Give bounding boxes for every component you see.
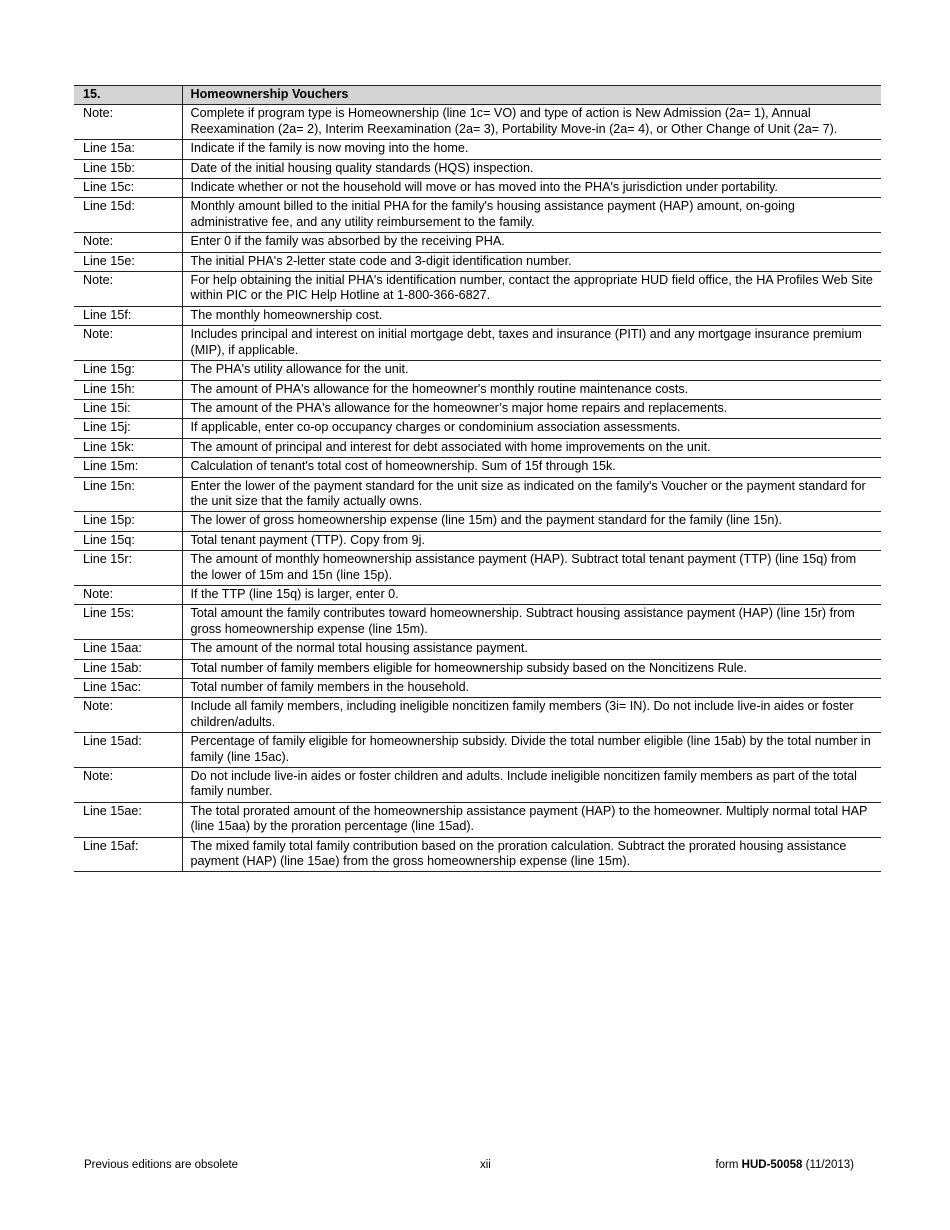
table-body (74, 86, 881, 872)
row-description: The initial PHA's 2-letter state code and 3-digit identification number. (182, 252, 881, 271)
table-row (74, 605, 881, 640)
footer-obsolete-note: Previous editions are obsolete (84, 1159, 239, 1171)
row-label: Note: (74, 585, 182, 604)
table-row (74, 585, 881, 604)
row-description: If applicable, enter co-op occupancy charges or condominium association assessments. (182, 419, 881, 438)
table-row (74, 768, 881, 803)
row-label: Line 15h: (74, 380, 182, 399)
table-row (74, 272, 881, 307)
table-row (74, 419, 881, 438)
row-label: Line 15r: (74, 551, 182, 586)
footer-page-number: xii (480, 1159, 491, 1171)
row-description: Total number of family members in the household. (182, 679, 881, 698)
row-label: Line 15p: (74, 512, 182, 531)
table-row (74, 306, 881, 325)
section-header-row (74, 86, 881, 105)
table-row (74, 640, 881, 659)
table-row (74, 233, 881, 252)
row-label: Note: (74, 698, 182, 733)
section-number: 15. (74, 86, 182, 105)
row-label: Line 15a: (74, 140, 182, 159)
row-label: Line 15q: (74, 531, 182, 550)
row-label: Line 15f: (74, 306, 182, 325)
row-description: Date of the initial housing quality standards (HQS) inspection. (182, 159, 881, 178)
row-description: Total amount the family contributes toward homeownership. Subtract housing assistance payment (HAP) (line 15r) from gross homeownership expense (line 15m). (182, 605, 881, 640)
row-label: Line 15j: (74, 419, 182, 438)
table-row (74, 802, 881, 837)
table-row (74, 531, 881, 550)
row-label: Line 15ab: (74, 659, 182, 678)
row-description: Include all family members, including ineligible noncitizen family members (3i= IN). Do not include live-in aides or foster children/adults. (182, 698, 881, 733)
row-description: Do not include live-in aides or foster children and adults. Include ineligible noncitizen family members as part of the total family number. (182, 768, 881, 803)
table-row (74, 159, 881, 178)
table-row (74, 551, 881, 586)
row-label: Line 15aa: (74, 640, 182, 659)
row-label: Note: (74, 272, 182, 307)
row-label: Line 15g: (74, 361, 182, 380)
row-label: Note: (74, 233, 182, 252)
row-label: Line 15m: (74, 458, 182, 477)
row-description: Indicate if the family is now moving into the home. (182, 140, 881, 159)
section-title: Homeownership Vouchers (182, 86, 881, 105)
row-description: Includes principal and interest on initial mortgage debt, taxes and insurance (PITI) and any mortgage insurance premium (MIP), if applicable. (182, 326, 881, 361)
row-description: The amount of the PHA's allowance for the homeowner’s major home repairs and replacements. (182, 399, 881, 418)
row-description: The amount of monthly homeownership assistance payment (HAP). Subtract total tenant payment (TTP) (line 15q) from the lower of 15m and 15n (line 15p). (182, 551, 881, 586)
table-row (74, 140, 881, 159)
row-label: Line 15d: (74, 198, 182, 233)
footer-form-date: (11/2013) (805, 1159, 854, 1171)
table-row (74, 679, 881, 698)
row-description: Total tenant payment (TTP). Copy from 9j. (182, 531, 881, 550)
row-label: Line 15k: (74, 438, 182, 457)
row-description: The amount of the normal total housing assistance payment. (182, 640, 881, 659)
footer-form-number: HUD-50058 (741, 1159, 803, 1171)
row-description: Indicate whether or not the household will move or has moved into the PHA's jurisdiction under portability. (182, 179, 881, 198)
table-row (74, 399, 881, 418)
row-description: The monthly homeownership cost. (182, 306, 881, 325)
table-row (74, 512, 881, 531)
row-description: The total prorated amount of the homeownership assistance payment (HAP) to the homeowner. Multiply normal total HAP (line 15aa) by the proration percentage (line 15ad). (182, 802, 881, 837)
row-label: Line 15ad: (74, 733, 182, 768)
table-row (74, 477, 881, 512)
row-description: The mixed family total family contribution based on the proration calculation. Subtract the prorated housing assistance payment (HAP) (line 15ae) from the gross homeownership expense (line 15m). (182, 837, 881, 872)
row-description: The amount of PHA's allowance for the homeowner's monthly routine maintenance costs. (182, 380, 881, 399)
row-description: Percentage of family eligible for homeownership subsidy. Divide the total number eligible (line 15ab) by the total number in family (line 15ac). (182, 733, 881, 768)
table-row (74, 105, 881, 140)
row-description: The amount of principal and interest for debt associated with home improvements on the unit. (182, 438, 881, 457)
row-description: The PHA's utility allowance for the unit. (182, 361, 881, 380)
row-description: The lower of gross homeownership expense (line 15m) and the payment standard for the family (line 15n). (182, 512, 881, 531)
row-description: Complete if program type is Homeownership (line 1c= VO) and type of action is New Admission (2a= 1), Annual Reexamination (2a= 2), Interim Reexamination (2a= 3), Portability Move-in (2a= 4), or Other Change of Unit (2a= 7). (182, 105, 881, 140)
footer-form-id (715, 1159, 854, 1171)
row-label: Line 15e: (74, 252, 182, 271)
row-description: For help obtaining the initial PHA's identification number, contact the appropriate HUD field office, the HA Profiles Web Site within PIC or the PIC Help Hotline at 1-800-366-6827. (182, 272, 881, 307)
table-row (74, 458, 881, 477)
row-label: Line 15ae: (74, 802, 182, 837)
row-label: Line 15ac: (74, 679, 182, 698)
table-row (74, 698, 881, 733)
row-label: Line 15c: (74, 179, 182, 198)
row-label: Note: (74, 768, 182, 803)
row-description: Calculation of tenant's total cost of homeownership. Sum of 15f through 15k. (182, 458, 881, 477)
row-description: If the TTP (line 15q) is larger, enter 0. (182, 585, 881, 604)
table-row (74, 252, 881, 271)
row-description: Enter 0 if the family was absorbed by the receiving PHA. (182, 233, 881, 252)
row-label: Note: (74, 326, 182, 361)
table-row (74, 361, 881, 380)
footer-form-prefix: form (715, 1159, 739, 1171)
table-row (74, 438, 881, 457)
row-description: Enter the lower of the payment standard for the unit size as indicated on the family's Voucher or the payment standard for the unit size that the family actually owns. (182, 477, 881, 512)
row-label: Line 15i: (74, 399, 182, 418)
row-description: Monthly amount billed to the initial PHA for the family's housing assistance payment (HAP) amount, on-going administrative fee, and any utility reimbursement to the family. (182, 198, 881, 233)
row-label: Line 15n: (74, 477, 182, 512)
instructions-table (74, 85, 881, 872)
row-description: Total number of family members eligible for homeownership subsidy based on the Noncitizens Rule. (182, 659, 881, 678)
table-row (74, 837, 881, 872)
table-row (74, 733, 881, 768)
table-row (74, 659, 881, 678)
table-row (74, 179, 881, 198)
row-label: Line 15b: (74, 159, 182, 178)
row-label: Note: (74, 105, 182, 140)
table-row (74, 326, 881, 361)
row-label: Line 15s: (74, 605, 182, 640)
row-label: Line 15af: (74, 837, 182, 872)
table-row (74, 380, 881, 399)
table-row (74, 198, 881, 233)
